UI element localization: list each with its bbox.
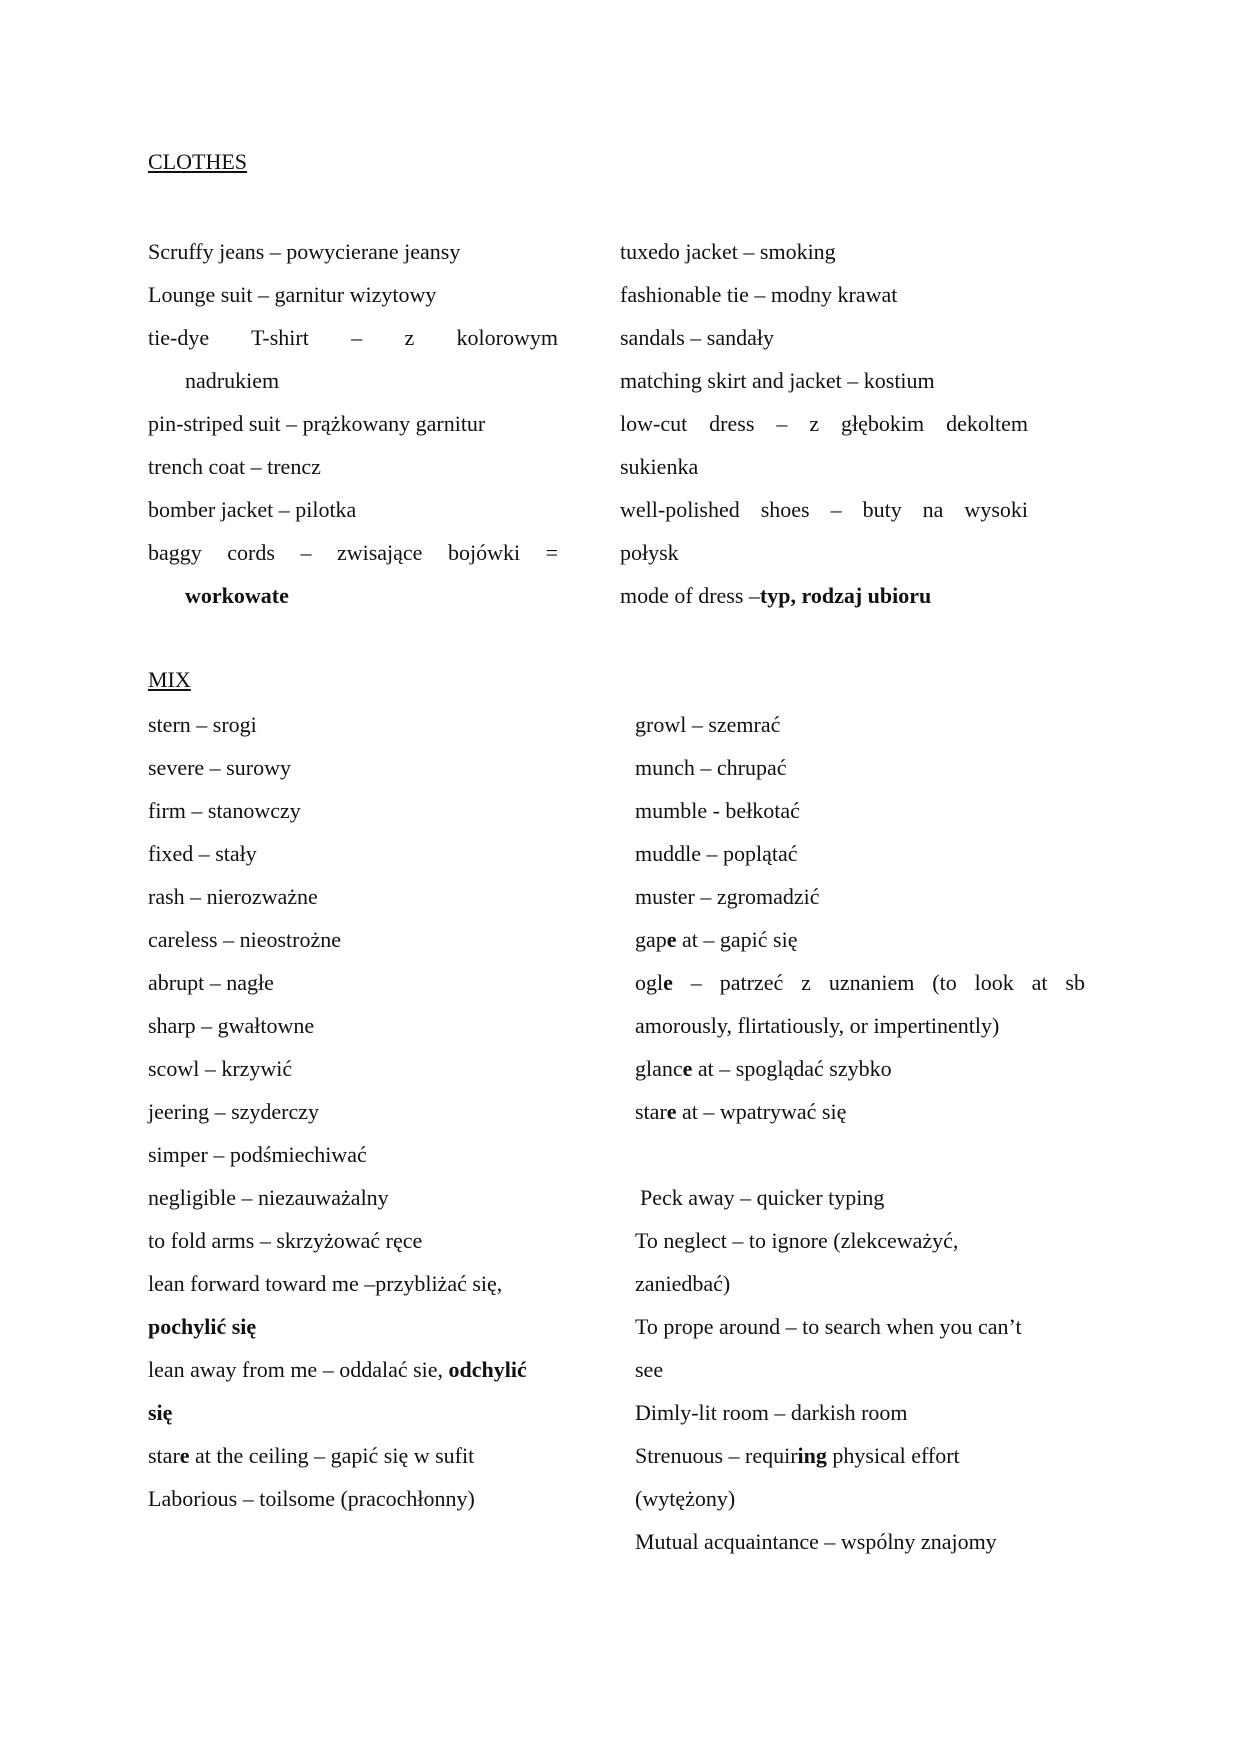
vocab-item: baggy cords – zwisające bojówki =: [148, 540, 558, 565]
vocab-item: Strenuous – requiring physical effort: [635, 1443, 960, 1468]
vocab-item: careless – nieostrożne: [148, 927, 342, 952]
clothes-right-column: [620, 230, 1028, 617]
vocab-item: jeering – szyderczy: [148, 1099, 320, 1124]
vocab-item: pin-striped suit – prążkowany garnitur: [148, 411, 486, 436]
vocab-item: To prope around – to search when you can’t: [635, 1314, 1022, 1339]
vocab-item-continuation: see: [635, 1357, 664, 1382]
bold-term: e: [666, 1099, 677, 1124]
bold-term: e: [666, 927, 677, 952]
vocab-item: stare at the ceiling – gapić się w sufit: [148, 1443, 475, 1468]
vocab-item: scowl – krzywić: [148, 1056, 293, 1081]
vocab-item: low-cut dress – z głębokim dekoltem: [620, 411, 1028, 436]
bold-term: typ, rodzaj ubioru: [759, 583, 932, 608]
vocab-item: glance at – spoglądać szybko: [635, 1056, 892, 1081]
vocab-item: ogle – patrzeć z uznaniem (to look at sb: [635, 970, 1085, 995]
vocab-item: trench coat – trencz: [148, 454, 321, 479]
vocab-item-continuation: (wytężony): [635, 1486, 736, 1511]
vocab-item: tuxedo jacket – smoking: [620, 239, 836, 264]
vocab-item: mode of dress –typ, rodzaj ubioru: [620, 583, 932, 608]
vocab-item-continuation: połysk: [620, 540, 679, 565]
vocab-item-continuation: [148, 1305, 588, 1348]
vocab-item: tie-dye T-shirt – z kolorowym: [148, 325, 558, 350]
vocab-item: sandals – sandały: [620, 325, 774, 350]
vocab-item: fashionable tie – modny krawat: [620, 282, 898, 307]
vocab-item: lean forward toward me –przybliżać się,: [148, 1271, 503, 1296]
vocab-item-continuation: sukienka: [620, 454, 699, 479]
bold-term: e: [682, 1056, 693, 1081]
vocab-item: gape at – gapić się: [635, 927, 798, 952]
blank-line: [635, 1133, 1085, 1176]
vocab-item-continuation: [148, 574, 558, 617]
vocab-item: Mutual acquaintance – wspólny znajomy: [635, 1529, 997, 1554]
vocab-item: muster – zgromadzić: [635, 884, 820, 909]
vocab-item: matching skirt and jacket – kostium: [620, 368, 935, 393]
vocab-item: sharp – gwałtowne: [148, 1013, 315, 1038]
vocab-item: munch – chrupać: [635, 755, 787, 780]
vocab-item: simper – podśmiechiwać: [148, 1142, 367, 1167]
bold-term: workowate: [185, 583, 289, 608]
bold-term: e: [663, 970, 673, 995]
vocab-item: well-polished shoes – buty na wysoki: [620, 497, 1028, 522]
vocab-item-continuation: nadrukiem: [185, 368, 280, 393]
bold-term: pochylić się: [148, 1314, 257, 1339]
clothes-heading: CLOTHES: [148, 149, 247, 174]
vocab-item: severe – surowy: [148, 755, 291, 780]
bold-term: ing: [797, 1443, 827, 1468]
vocab-item: firm – stanowczy: [148, 798, 301, 823]
vocab-item: abrupt – nagłe: [148, 970, 274, 995]
vocab-item: growl – szemrać: [635, 712, 781, 737]
vocab-item-continuation: [148, 1391, 588, 1434]
clothes-left-column: [148, 230, 558, 617]
bold-term: odchylić: [448, 1357, 527, 1382]
vocab-item: to fold arms – skrzyżować ręce: [148, 1228, 423, 1253]
vocab-item: stern – srogi: [148, 712, 257, 737]
mix-heading: MIX: [148, 667, 191, 692]
vocab-item: mumble - bełkotać: [635, 798, 800, 823]
vocab-item: stare at – wpatrywać się: [635, 1099, 847, 1124]
mix-left-column: [148, 703, 588, 1520]
vocab-item: Laborious – toilsome (pracochłonny): [148, 1486, 475, 1511]
vocab-item: Dimly-lit room – darkish room: [635, 1400, 908, 1425]
vocab-item: negligible – niezauważalny: [148, 1185, 389, 1210]
vocab-item: To neglect – to ignore (zlekceważyć,: [635, 1228, 959, 1253]
vocab-item: lean away from me – oddalać sie, odchylić: [148, 1357, 527, 1382]
vocab-item: Scruffy jeans – powycierane jeansy: [148, 239, 461, 264]
vocab-item-continuation: zaniedbać): [635, 1271, 731, 1296]
vocab-item: Lounge suit – garnitur wizytowy: [148, 282, 437, 307]
vocab-item: fixed – stały: [148, 841, 257, 866]
mix-right-column: [635, 703, 1085, 1563]
bold-term: e: [179, 1443, 190, 1468]
bold-term: się: [148, 1400, 173, 1425]
vocab-item: muddle – poplątać: [635, 841, 798, 866]
vocab-item: rash – nierozważne: [148, 884, 318, 909]
vocab-item: bomber jacket – pilotka: [148, 497, 357, 522]
vocab-item-continuation: amorously, flirtatiously, or impertinently): [635, 1013, 1000, 1038]
vocab-item: Peck away – quicker typing: [640, 1185, 885, 1210]
